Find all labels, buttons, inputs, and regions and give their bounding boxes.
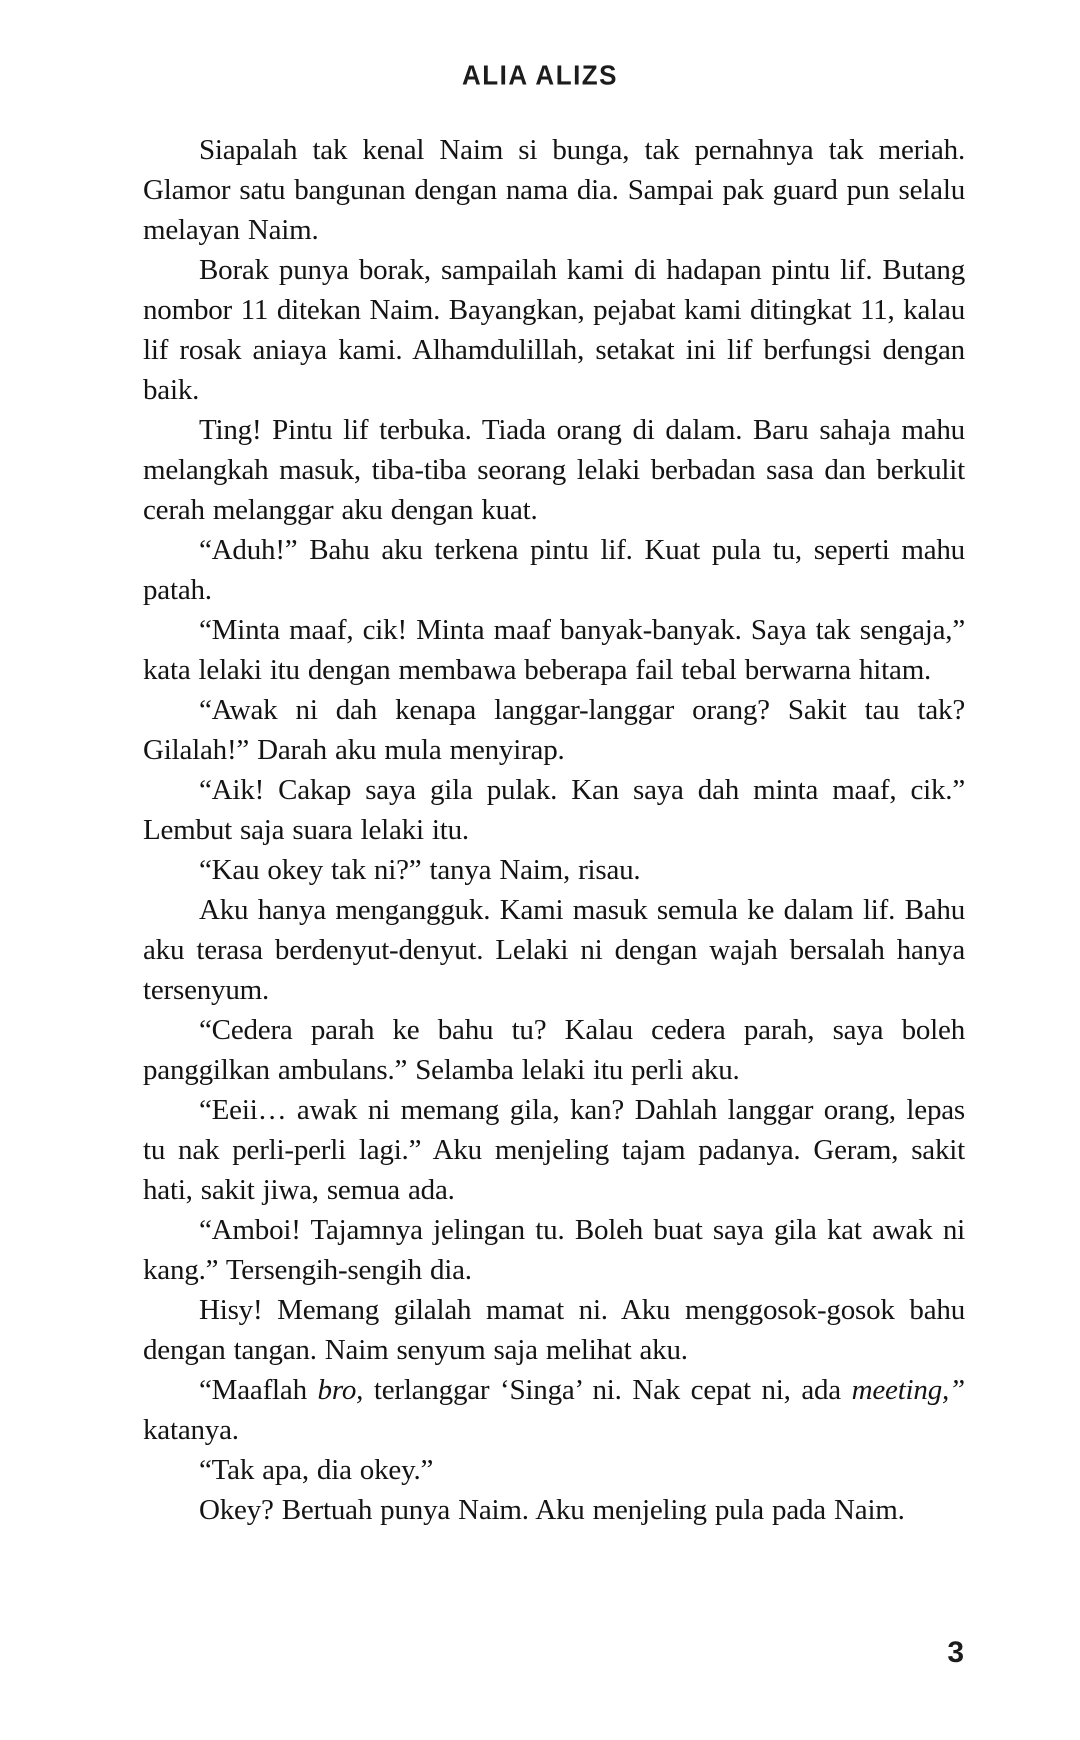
text-segment: “Tak apa, dia okey.” (199, 1454, 434, 1486)
paragraph (143, 410, 965, 530)
paragraph (143, 1210, 965, 1290)
running-header-author: ALIA ALIZS (461, 59, 619, 91)
text-segment: terlanggar ‘Singa’ ni. Nak cepat ni, ada (363, 1374, 852, 1406)
text-segment: “Aik! Cakap saya gila pulak. Kan saya dah minta maaf, cik.” Lembut saja suara lelaki itu. (143, 774, 965, 846)
text-segment: Siapalah tak kenal Naim si bunga, tak pernahnya tak meriah. Glamor satu bangunan dengan nama dia. Sampai pak guard pun selalu melayan Naim. (143, 134, 965, 246)
paragraph (143, 1490, 965, 1530)
paragraph (143, 610, 965, 690)
text-segment: “Maaflah (199, 1374, 318, 1406)
paragraph (143, 850, 965, 890)
paragraph (143, 1010, 965, 1090)
text-segment: “Eeii… awak ni memang gila, kan? Dahlah langgar orang, lepas tu nak perli-perli lagi.” Aku menjeling tajam padanya. Geram, sakit hati, sakit jiwa, semua ada. (143, 1094, 965, 1206)
paragraph (143, 890, 965, 1010)
paragraph (143, 130, 965, 250)
italic-text-segment: bro, (317, 1374, 364, 1406)
text-segment: Ting! Pintu lif terbuka. Tiada orang di dalam. Baru sahaja mahu melangkah masuk, tiba-tiba seorang lelaki berbadan sasa dan berkulit cerah melanggar aku dengan kuat. (143, 414, 965, 526)
text-block (143, 130, 965, 1530)
paragraph (143, 1450, 965, 1490)
paragraph (143, 530, 965, 610)
text-segment: “Awak ni dah kenapa langgar-langgar orang? Sakit tau tak? Gilalah!” Darah aku mula menyirap. (143, 694, 965, 766)
text-segment: Okey? Bertuah punya Naim. Aku menjeling pula pada Naim. (199, 1494, 905, 1526)
text-segment: Hisy! Memang gilalah mamat ni. Aku menggosok-gosok bahu dengan tangan. Naim senyum saja melihat aku. (143, 1294, 965, 1366)
text-segment: “Amboi! Tajamnya jelingan tu. Boleh buat saya gila kat awak ni kang.” Tersengih-sengih dia. (143, 1214, 965, 1286)
text-segment: katanya. (143, 1414, 239, 1446)
text-segment: Borak punya borak, sampailah kami di hadapan pintu lif. Butang nombor 11 ditekan Naim. Bayangkan, pejabat kami ditingkat 11, kalau lif rosak aniaya kami. Alhamdulillah, setakat ini lif berfungsi dengan baik. (143, 254, 965, 406)
text-segment: “Minta maaf, cik! Minta maaf banyak-banyak. Saya tak sengaja,” kata lelaki itu dengan membawa beberapa fail tebal berwarna hitam. (143, 614, 965, 686)
paragraph (143, 690, 965, 770)
italic-text-segment: meeting,” (851, 1374, 965, 1406)
text-segment: Aku hanya mengangguk. Kami masuk semula ke dalam lif. Bahu aku terasa berdenyut-denyut. Lelaki ni dengan wajah bersalah hanya tersenyum. (143, 894, 965, 1006)
text-segment: “Cedera parah ke bahu tu? Kalau cedera parah, saya boleh panggilkan ambulans.” Selamba lelaki itu perli aku. (143, 1014, 965, 1086)
text-segment: “Kau okey tak ni?” tanya Naim, risau. (199, 854, 641, 886)
paragraph (143, 250, 965, 410)
paragraph (143, 1370, 965, 1450)
paragraph (143, 1290, 965, 1370)
paragraph (143, 770, 965, 850)
paragraph (143, 1090, 965, 1210)
text-segment: “Aduh!” Bahu aku terkena pintu lif. Kuat pula tu, seperti mahu patah. (143, 534, 965, 606)
page-number: 3 (947, 1636, 964, 1669)
